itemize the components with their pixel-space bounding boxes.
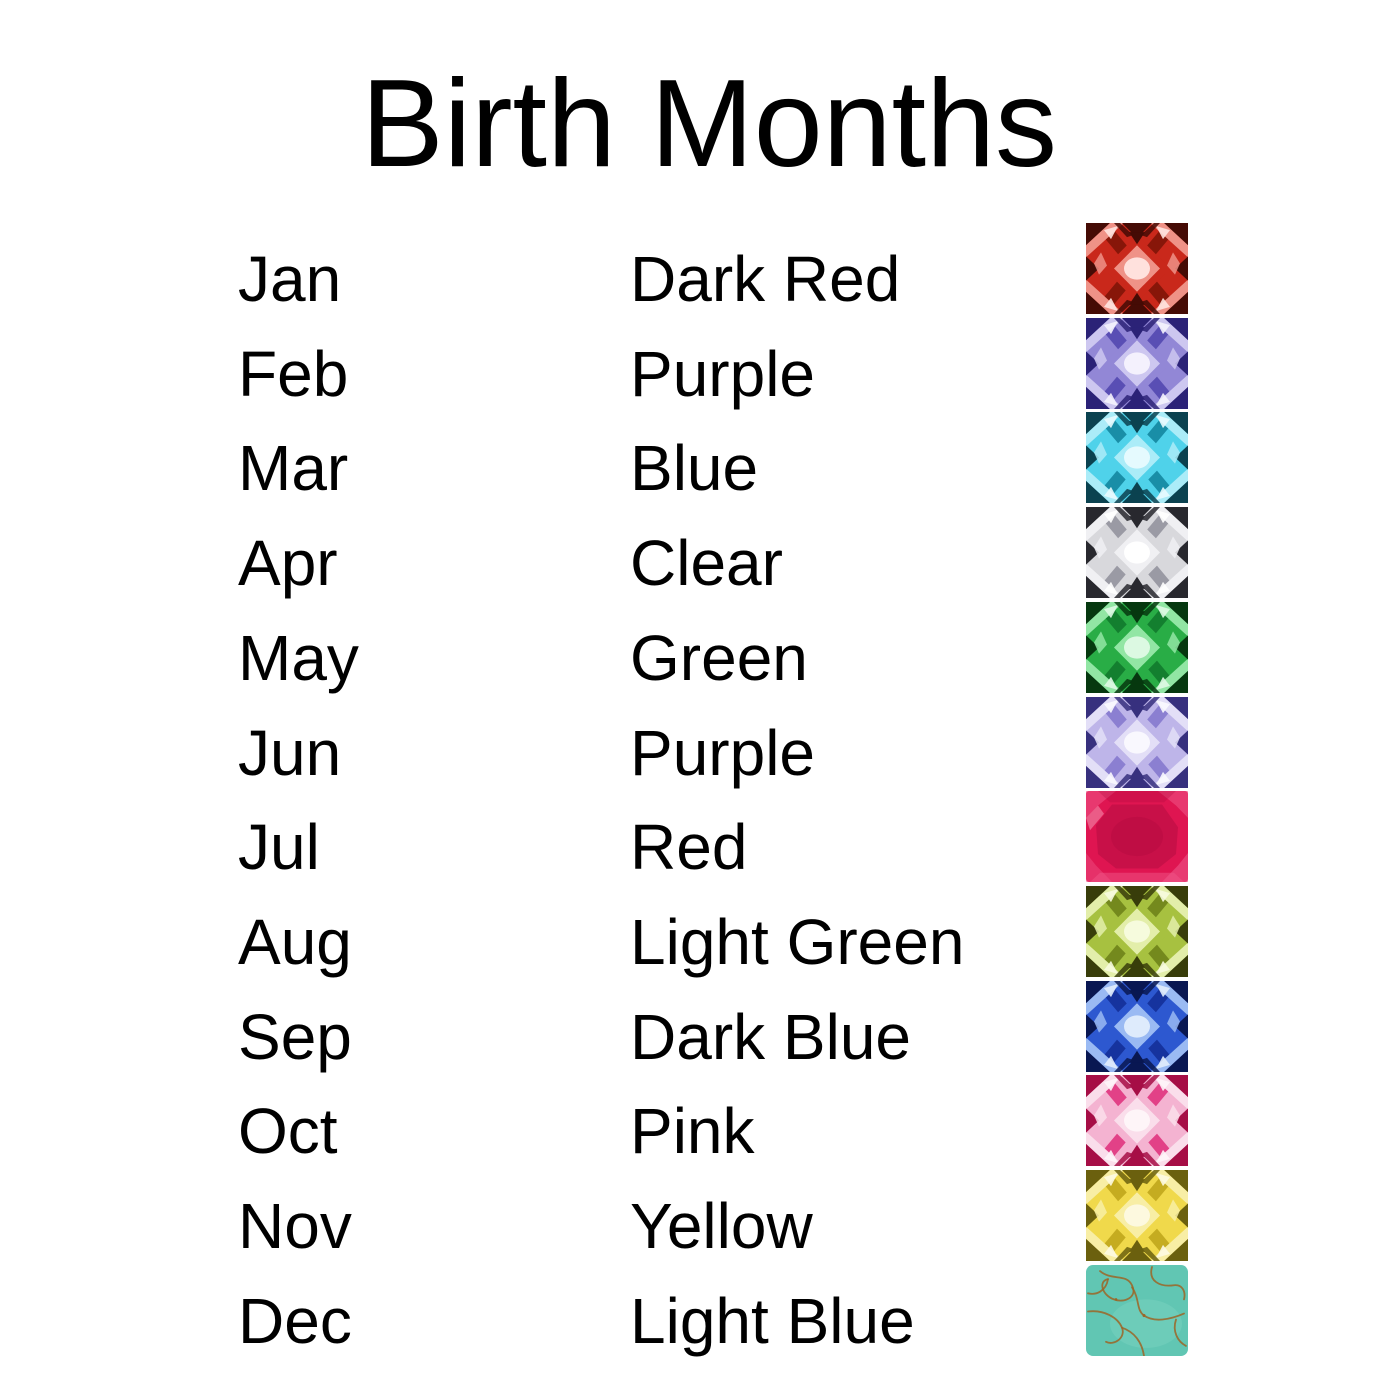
month-label: Apr bbox=[238, 527, 338, 600]
birthstone-row bbox=[0, 1170, 1400, 1265]
birthstone-row bbox=[0, 412, 1400, 507]
color-label: Yellow bbox=[630, 1190, 813, 1262]
color-label: Purple bbox=[630, 716, 815, 789]
gem-apr-image bbox=[1086, 507, 1188, 598]
month-label: Sep bbox=[238, 1000, 352, 1073]
color-label: Dark Blue bbox=[630, 1000, 911, 1073]
month-label: Jun bbox=[238, 716, 342, 789]
color-label: Light Blue bbox=[630, 1284, 915, 1357]
color-label: Light Green bbox=[630, 905, 965, 978]
birthstone-row bbox=[0, 223, 1400, 318]
gem-feb-image bbox=[1086, 318, 1188, 409]
month-label: Aug bbox=[238, 905, 352, 978]
color-label: Green bbox=[630, 621, 808, 694]
gem-dec-image bbox=[1086, 1265, 1188, 1356]
month-label: May bbox=[238, 621, 359, 694]
color-label: Dark Red bbox=[630, 243, 901, 315]
page-title: Birth Months bbox=[361, 55, 1058, 193]
color-label: Pink bbox=[630, 1095, 755, 1168]
month-label: Nov bbox=[238, 1190, 352, 1262]
gem-nov-image bbox=[1086, 1170, 1188, 1261]
birthstone-row bbox=[0, 507, 1400, 602]
month-label: Mar bbox=[238, 432, 349, 505]
color-label: Purple bbox=[630, 337, 815, 410]
birthstone-row bbox=[0, 791, 1400, 886]
gem-mar-image bbox=[1086, 412, 1188, 503]
gem-aug-image bbox=[1086, 886, 1188, 977]
color-label: Blue bbox=[630, 432, 759, 505]
color-label: Clear bbox=[630, 527, 783, 600]
month-label: Dec bbox=[238, 1284, 352, 1357]
gem-jan-image bbox=[1086, 223, 1188, 314]
gem-jun-image bbox=[1086, 697, 1188, 788]
month-label: Jan bbox=[238, 243, 342, 315]
birthstone-row bbox=[0, 886, 1400, 981]
birthstone-row bbox=[0, 697, 1400, 792]
gem-oct-image bbox=[1086, 1075, 1188, 1166]
gem-jul-image bbox=[1086, 791, 1188, 882]
month-label: Feb bbox=[238, 337, 349, 410]
month-label: Jul bbox=[238, 811, 320, 884]
gem-may-image bbox=[1086, 602, 1188, 693]
birthstone-row bbox=[0, 1265, 1400, 1360]
birthstone-row bbox=[0, 602, 1400, 697]
birthstone-row bbox=[0, 1075, 1400, 1170]
gem-sep-image bbox=[1086, 981, 1188, 1072]
birthstone-row bbox=[0, 981, 1400, 1076]
birthstone-row bbox=[0, 318, 1400, 413]
color-label: Red bbox=[630, 811, 748, 884]
month-label: Oct bbox=[238, 1095, 338, 1168]
